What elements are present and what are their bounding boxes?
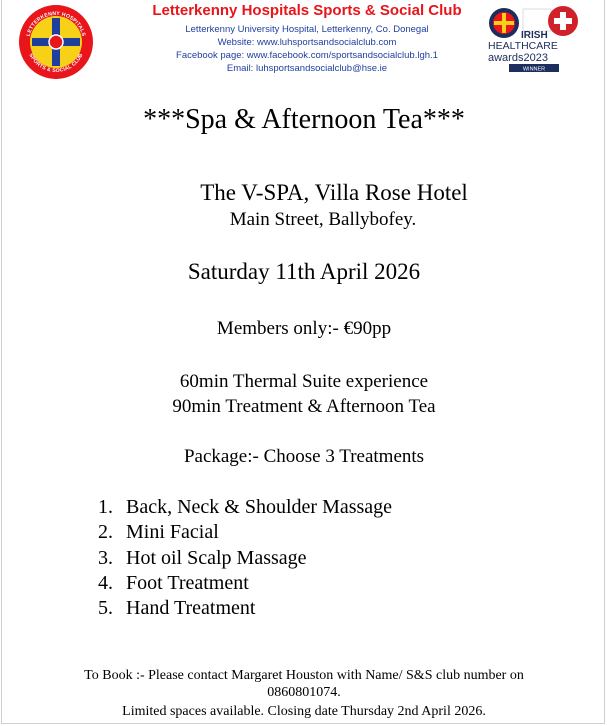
treatment-label: Mini Facial <box>126 521 219 544</box>
package-heading: Package:- Choose 3 Treatments <box>183 446 425 467</box>
event-price: Members only:- €90pp <box>216 318 392 339</box>
facebook-link[interactable]: Facebook page: www.facebook.com/sportsandsocialclub.lgh.1 <box>176 50 438 61</box>
email-link[interactable]: Email: luhsportsandsocialclub@hse.ie <box>226 63 388 74</box>
list-item <box>98 495 392 520</box>
list-item <box>98 546 392 571</box>
award-irish-text: IRISH <box>521 30 548 41</box>
treatment-label: Back, Neck & Shoulder Massage <box>126 496 393 518</box>
booking-instructions: To Book :- Please contact Margaret Houston with Name/ S&S club number on <box>84 668 524 683</box>
award-healthcare-text: HEALTHCARE <box>488 40 558 52</box>
list-number: 5. <box>98 597 113 620</box>
list-number: 3. <box>98 546 113 569</box>
booking-phone: 0860801074. <box>267 685 341 700</box>
treatment-list <box>98 495 392 621</box>
list-item <box>98 520 392 545</box>
treatment-label: Hand Treatment <box>126 597 256 620</box>
award-year-text: awards2023 <box>488 52 548 64</box>
club-address: Letterkenny University Hospital, Letterkenny, Co. Donegal <box>185 24 429 35</box>
closing-notice: Limited spaces available. Closing date Thursday 2nd April 2026. <box>122 704 486 719</box>
website-link[interactable]: Website: www.luhsportsandsocialclub.com <box>217 37 397 48</box>
event-date: Saturday 11th April 2026 <box>187 259 421 284</box>
svg-text:LETTERKENNY HOSPITALS: LETTERKENNY HOSPITALS <box>25 10 87 38</box>
venue-name: The V-SPA, Villa Rose Hotel <box>200 180 468 205</box>
treatment-label: Hot oil Scalp Massage <box>126 546 307 569</box>
list-number: 4. <box>98 571 113 594</box>
list-item <box>98 596 392 621</box>
event-title: ***Spa & Afternoon Tea*** <box>143 104 465 135</box>
list-item <box>98 571 392 596</box>
flyer-page <box>1 0 605 724</box>
venue-address: Main Street, Ballybofey. <box>229 209 417 230</box>
list-number: 2. <box>98 521 113 544</box>
club-name: Letterkenny Hospitals Sports & Social Club <box>152 2 462 19</box>
list-number: 1. <box>98 496 113 518</box>
club-crest-logo <box>17 3 95 81</box>
experience-line-1: 60min Thermal Suite experience <box>179 371 429 392</box>
award-winner-text: WINNER <box>522 66 546 73</box>
svg-text:SPORTS & SOCIAL CLUB: SPORTS & SOCIAL CLUB <box>27 52 85 75</box>
experience-line-2: 90min Treatment & Afternoon Tea <box>172 396 436 417</box>
treatment-label: Foot Treatment <box>126 571 249 594</box>
irish-healthcare-awards-logo <box>487 3 587 73</box>
